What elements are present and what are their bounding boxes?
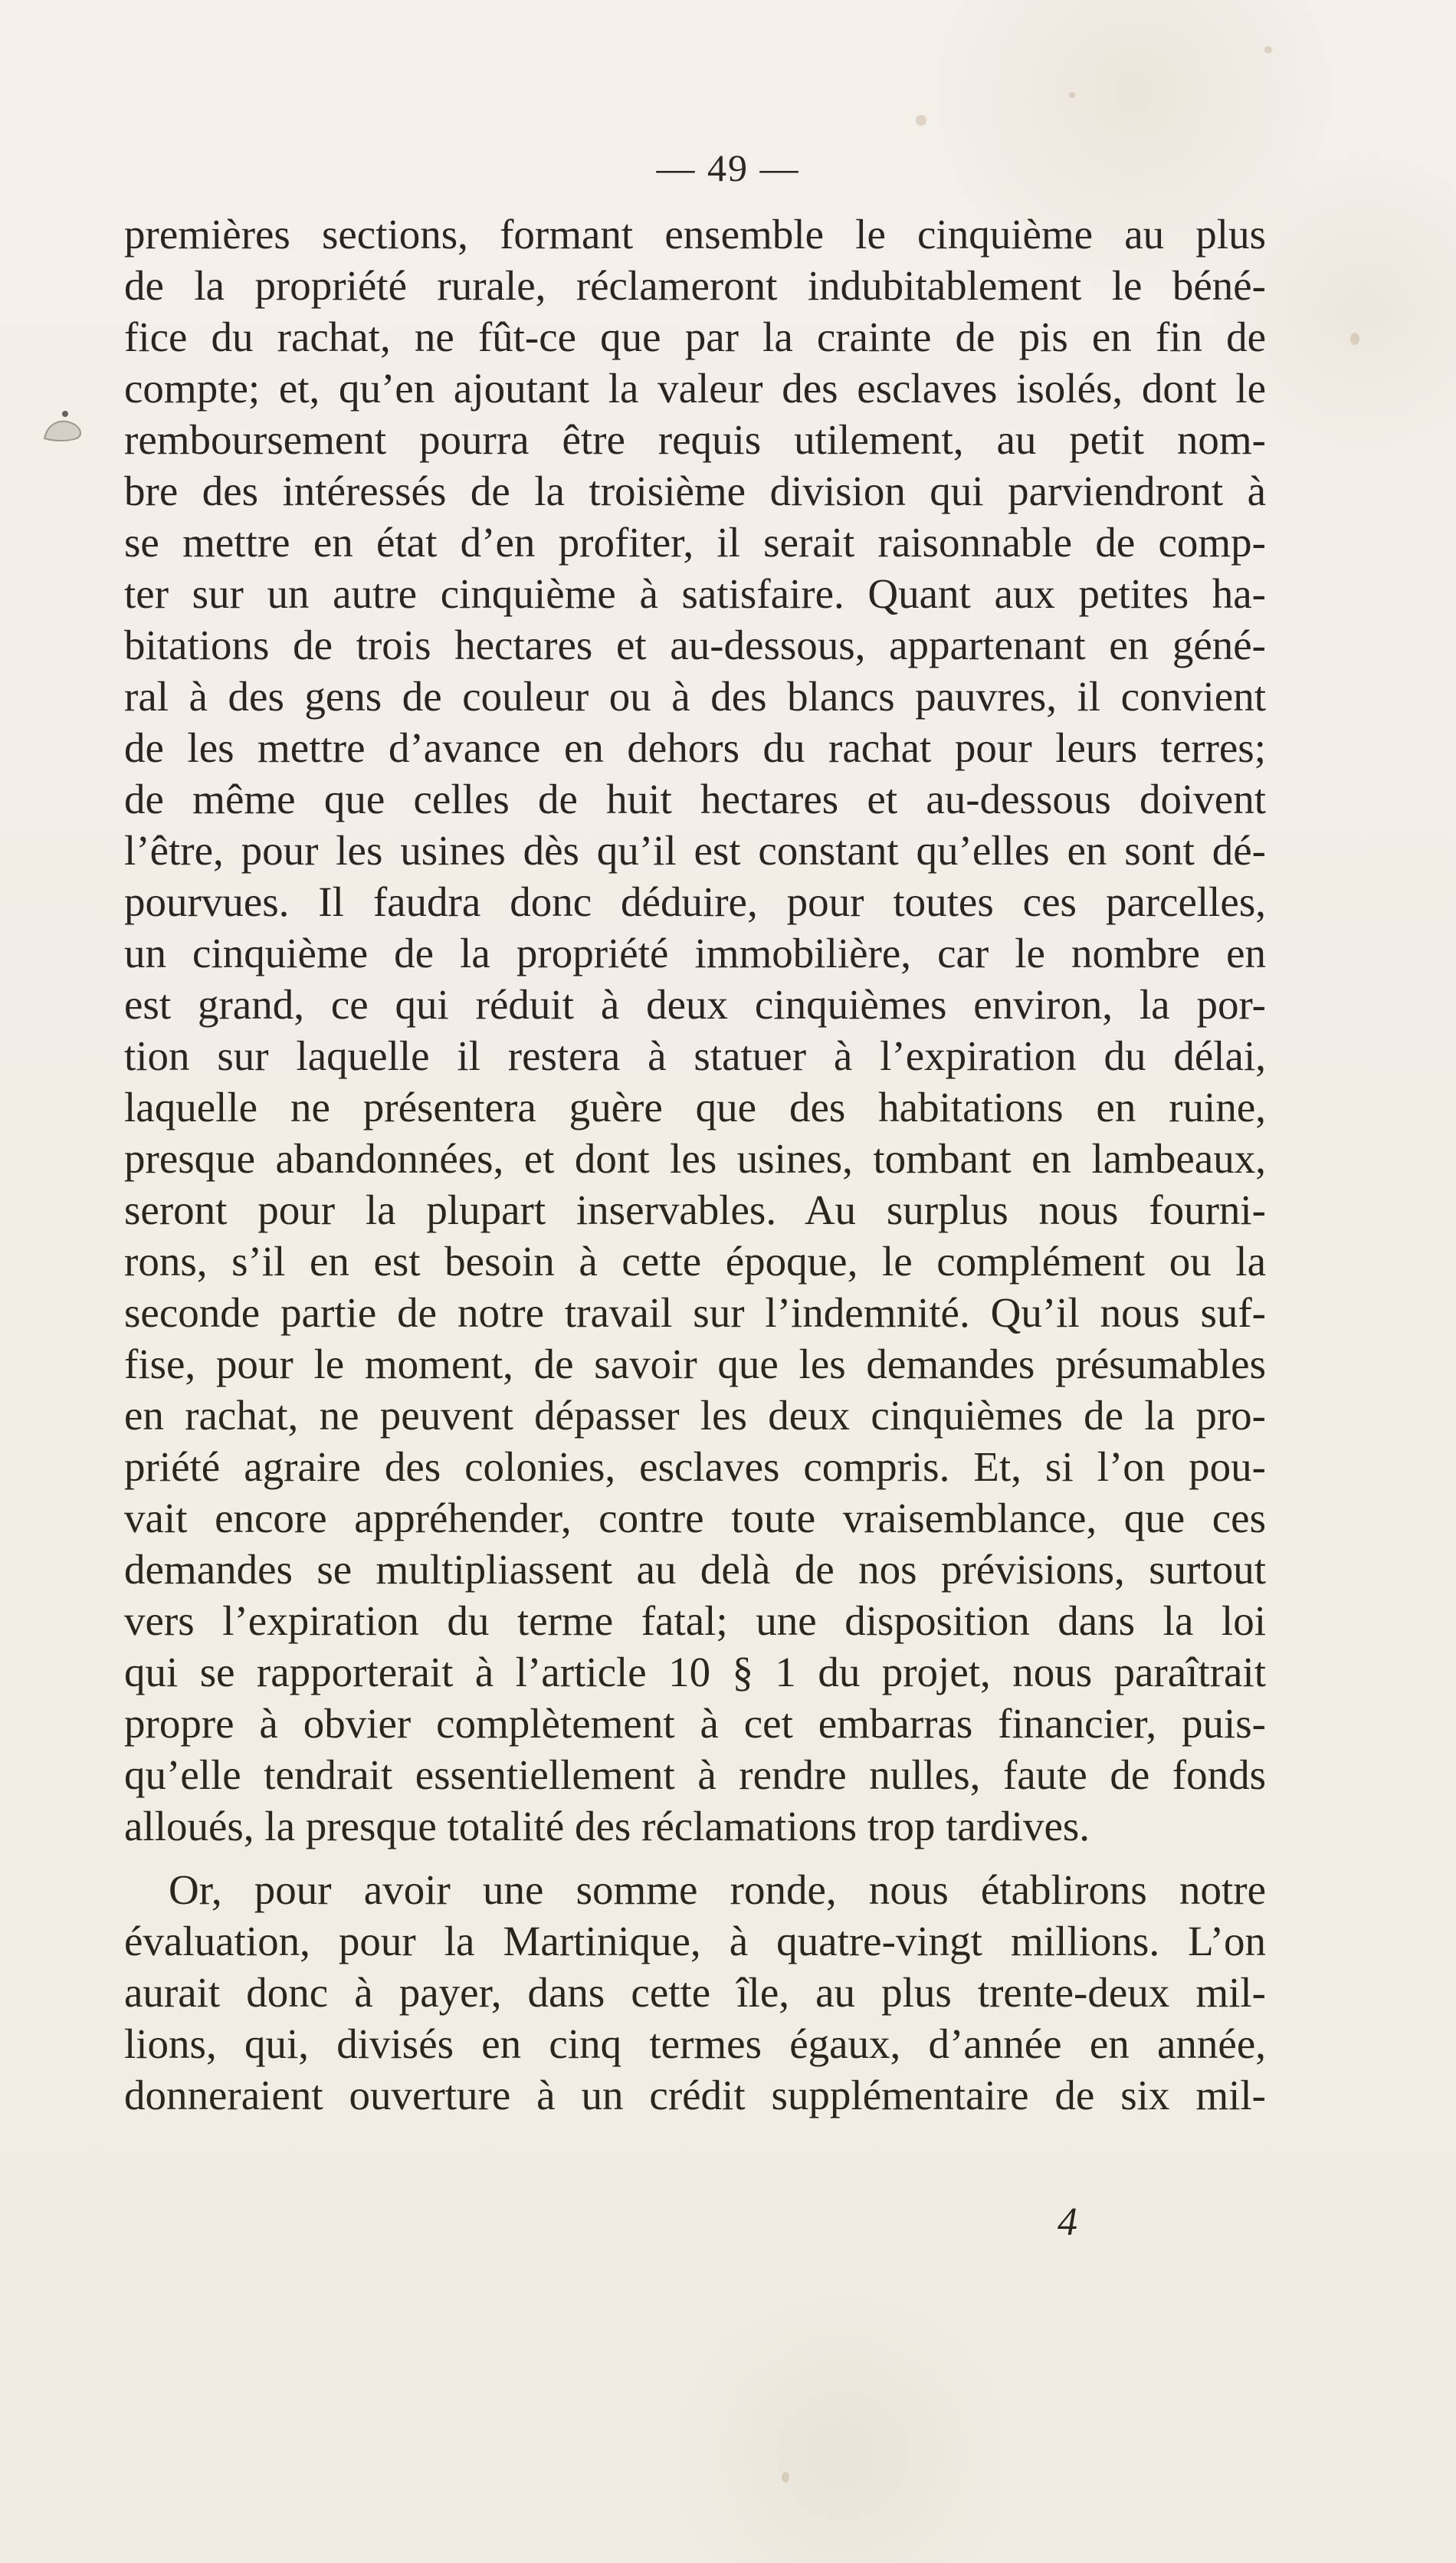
foxing-spot: [1069, 92, 1075, 98]
text-line: de même que celles de huit hectares et au-dessous doivent: [124, 776, 1266, 822]
paragraph-gap: [124, 1852, 1266, 1864]
foxing-spot: [1350, 333, 1359, 345]
foxing-spot: [916, 115, 926, 126]
text-line: de les mettre d’avance en dehors du rachat pour leurs terres;: [124, 724, 1266, 771]
text-line: vait encore appréhender, contre toute vraisemblance, que ces: [124, 1495, 1266, 1541]
text-line: l’être, pour les usines dès qu’il est constant qu’elles en sont dé-: [124, 827, 1266, 874]
text-line: bre des intéressés de la troisième division qui parviendront à: [124, 468, 1266, 514]
text-line: remboursement pourra être requis utilement, au petit nom-: [124, 416, 1266, 463]
text-line: tion sur laquelle il restera à statuer à l’expiration du délai,: [124, 1032, 1266, 1079]
foxing-spot: [1264, 46, 1272, 54]
text-line: bitations de trois hectares et au-dessous, appartenant en géné-: [124, 622, 1266, 668]
text-line: presque abandonnées, et dont les usines, tombant en lambeaux,: [124, 1135, 1266, 1182]
text-line: priété agraire des colonies, esclaves compris. Et, si l’on pou-: [124, 1443, 1266, 1490]
text-line: en rachat, ne peuvent dépasser les deux cinquièmes de la pro-: [124, 1392, 1266, 1439]
text-line: Or, pour avoir une somme ronde, nous établirons notre: [169, 1866, 1266, 1913]
text-line: fise, pour le moment, de savoir que les demandes présumables: [124, 1341, 1266, 1387]
text-line: qu’elle tendrait essentiellement à rendre nulles, faute de fonds: [124, 1751, 1266, 1798]
text-line: laquelle ne présentera guère que des habitations en ruine,: [124, 1084, 1266, 1131]
page-number: — 49 —: [656, 146, 800, 189]
text-line: donneraient ouverture à un crédit supplémentaire de six mil-: [124, 2072, 1266, 2118]
text-line: se mettre en état d’en profiter, il serait raisonnable de comp-: [124, 519, 1266, 566]
text-line: un cinquième de la propriété immobilière, car le nombre en: [124, 930, 1266, 976]
foxing-spot: [782, 2472, 789, 2483]
text-line: ral à des gens de couleur ou à des blancs pauvres, il convient: [124, 673, 1266, 720]
paragraph-2: [124, 1864, 1266, 2121]
text-line: seront pour la plupart inservables. Au surplus nous fourni-: [124, 1186, 1266, 1233]
body-text: [124, 208, 1266, 2121]
signature-mark: 4: [1058, 2200, 1077, 2244]
text-line: évaluation, pour la Martinique, à quatre-vingt millions. L’on: [124, 1918, 1266, 1964]
text-line: vers l’expiration du terme fatal; une disposition dans la loi: [124, 1597, 1266, 1644]
text-line: est grand, ce qui réduit à deux cinquièmes environ, la por-: [124, 981, 1266, 1028]
text-line: alloués, la presque totalité des réclamations trop tardives.: [124, 1803, 1090, 1849]
text-line: fice du rachat, ne fût-ce que par la crainte de pis en fin de: [124, 313, 1266, 360]
text-line: compte; et, qu’en ajoutant la valeur des esclaves isolés, dont le: [124, 365, 1266, 412]
text-line: premières sections, formant ensemble le cinquième au plus: [124, 211, 1266, 258]
text-line: lions, qui, divisés en cinq termes égaux, d’année en année,: [124, 2020, 1266, 2067]
text-line: seconde partie de notre travail sur l’indemnité. Qu’il nous suf-: [124, 1289, 1266, 1336]
text-line: pourvues. Il faudra donc déduire, pour toutes ces parcelles,: [124, 878, 1266, 925]
text-line: propre à obvier complètement à cet embarras financier, puis-: [124, 1700, 1266, 1747]
paragraph-1: [124, 208, 1266, 1852]
text-line: rons, s’il en est besoin à cette époque, le complément ou la: [124, 1238, 1266, 1285]
text-line: ter sur un autre cinquième à satisfaire. Quant aux petites ha-: [124, 570, 1266, 617]
text-line: aurait donc à payer, dans cette île, au plus trente-deux mil-: [124, 1969, 1266, 2016]
text-line: demandes se multipliassent au delà de nos prévisions, surtout: [124, 1546, 1266, 1593]
text-line: qui se rapporterait à l’article 10 § 1 du projet, nous paraîtrait: [124, 1649, 1266, 1695]
margin-ink-mark-icon: [38, 408, 92, 446]
text-line: de la propriété rurale, réclameront indubitablement le béné-: [124, 262, 1266, 309]
